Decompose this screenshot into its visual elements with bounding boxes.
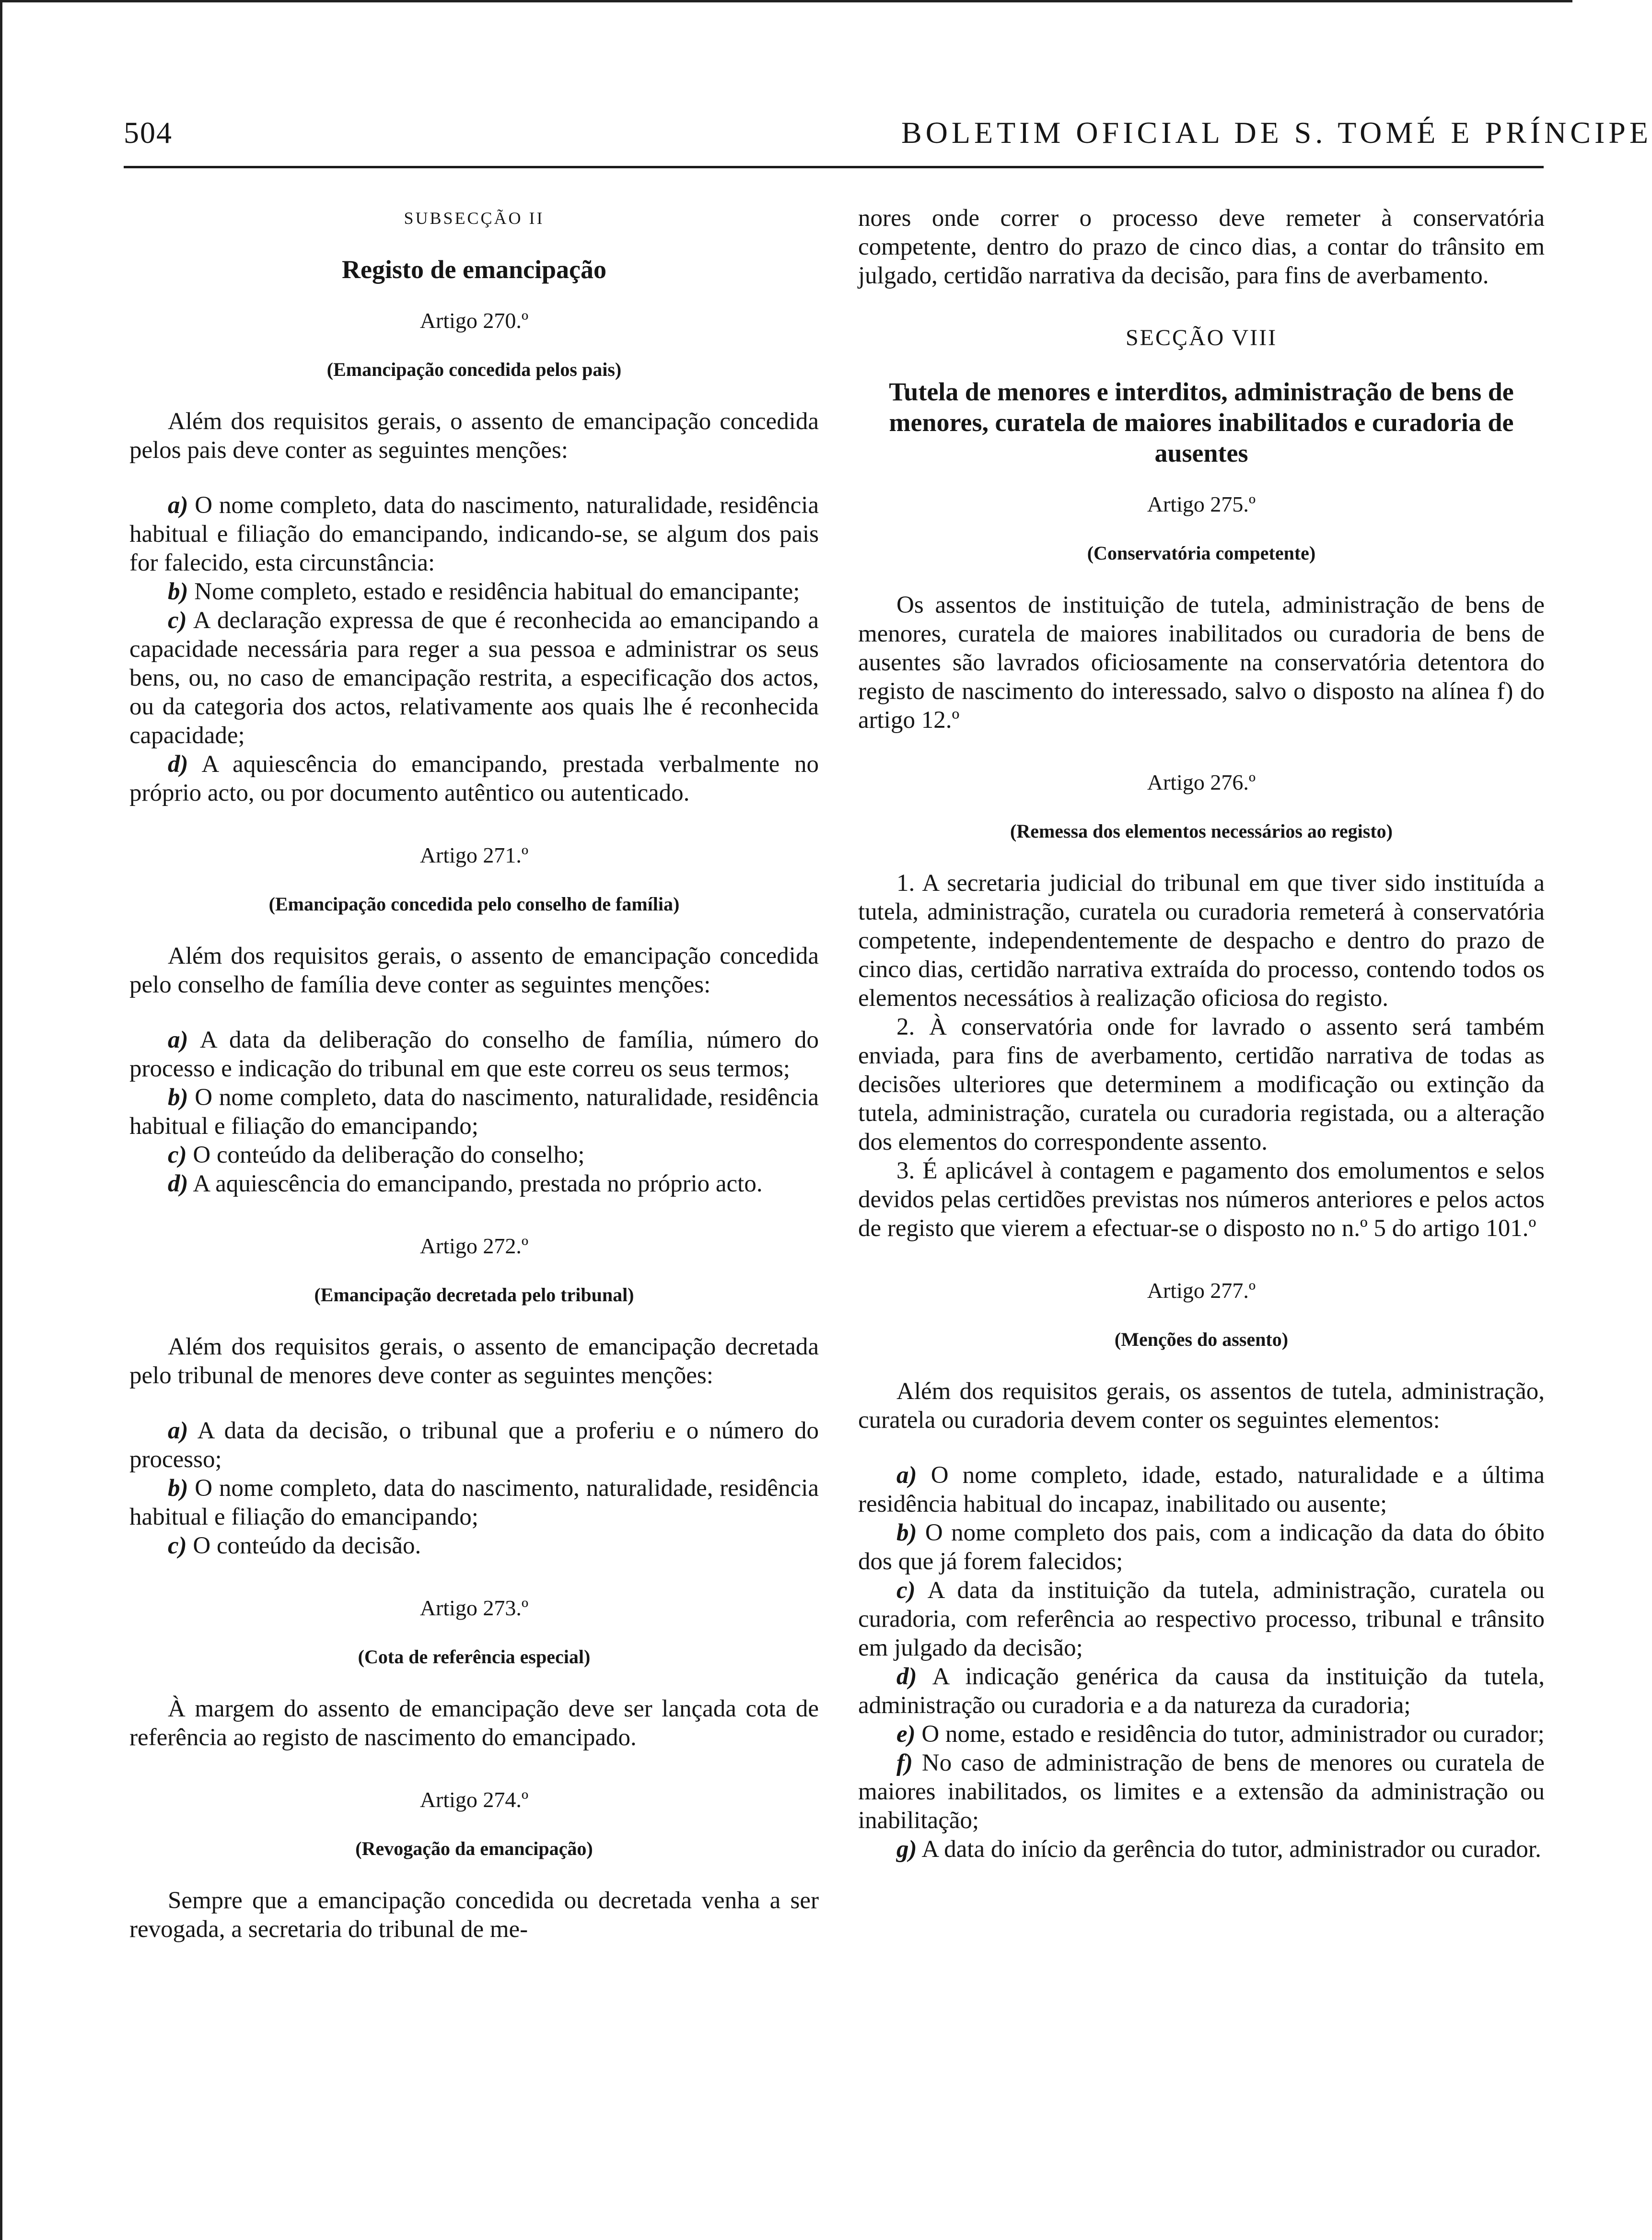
list-item xyxy=(858,1518,1545,1576)
article-heading: (Emancipação decretada pelo tribunal) xyxy=(314,1284,634,1306)
article-number: Artigo 271.º xyxy=(419,843,529,867)
article-heading: (Cota de referência especial) xyxy=(358,1646,591,1668)
article-intro: Além dos requisitos gerais, o assento de emancipação decretada pelo tribunal de menores deve conter as seguintes menções: xyxy=(129,1333,819,1389)
list-item xyxy=(129,606,819,750)
item-text: A aquiescência do emancipando, prestada verbalmente no próprio acto, ou por documento autêntico ou autenticado. xyxy=(129,751,819,806)
article-text: Sempre que a emancipação concedida ou decretada venha a ser revogada, a secretaria do tribunal de me- xyxy=(129,1887,819,1943)
list-item xyxy=(129,1169,819,1198)
article-number: Artigo 277.º xyxy=(1147,1278,1256,1303)
list-item xyxy=(129,491,819,577)
item-label: c) xyxy=(168,1532,187,1559)
item-label: e) xyxy=(896,1721,916,1748)
article-intro: Além dos requisitos gerais, o assento de emancipação concedida pelos pais deve conter as seguintes menções: xyxy=(129,408,819,464)
item-text: O conteúdo da deliberação do conselho; xyxy=(193,1142,585,1168)
item-label: c) xyxy=(896,1577,916,1604)
article-number: Artigo 273.º xyxy=(419,1596,529,1620)
list-item xyxy=(129,1083,819,1141)
item-label: b) xyxy=(896,1519,917,1546)
item-label: d) xyxy=(168,1170,188,1197)
item-text: A aquiescência do emancipando, prestada no próprio acto. xyxy=(193,1170,763,1197)
item-text: A data do início da gerência do tutor, administrador ou curador. xyxy=(921,1836,1541,1863)
article-number: Artigo 272.º xyxy=(419,1234,529,1258)
continuation-text: nores onde correr o processo deve remeter à conservatória competente, dentro do prazo de cinco dias, a contar do trânsito em julgado, certidão narrativa da decisão, para fins de averbamento. xyxy=(858,205,1545,289)
list-item xyxy=(858,1835,1545,1864)
list-item xyxy=(129,1416,819,1474)
list-item xyxy=(129,1141,819,1169)
item-text: O nome completo, data do nascimento, naturalidade, residência habitual e filiação do emancipando; xyxy=(129,1084,819,1140)
item-label: a) xyxy=(896,1462,917,1489)
item-text: A data da decisão, o tribunal que a proferiu e o número do processo; xyxy=(129,1417,819,1473)
item-text: O conteúdo da decisão. xyxy=(193,1532,421,1559)
list-item xyxy=(129,1474,819,1531)
subsection-label: SUBSECÇÃO II xyxy=(404,209,545,228)
item-label: d) xyxy=(168,751,188,778)
numbered-paragraph: 1. A secretaria judicial do tribunal em que tiver sido instituída a tutela, administração, curatela ou curadoria remeterá à conservatória competente, independentemente de despacho e dentro do prazo de cinco dias, certidão narrativa extraída do processo, contendo todos os elementos necessátios à realização oficiosa do registo. xyxy=(858,870,1545,1012)
list-item xyxy=(129,577,819,606)
journal-title: BOLETIM OFICIAL DE S. TOMÉ E PRÍNCIPE xyxy=(901,116,1652,150)
list-item xyxy=(858,1749,1545,1835)
item-label: a) xyxy=(168,1027,188,1053)
item-label: b) xyxy=(168,1475,188,1502)
list-item xyxy=(858,1720,1545,1749)
article-number: Artigo 275.º xyxy=(1147,492,1256,516)
article-heading: (Menções do assento) xyxy=(1114,1329,1289,1350)
item-text: O nome completo, data do nascimento, naturalidade, residência habitual e filiação do emancipando, indicando-se, se algum dos pais for falecido, esta circunstância: xyxy=(129,492,819,576)
item-label: d) xyxy=(896,1663,917,1690)
article-number: Artigo 276.º xyxy=(1147,770,1256,794)
article-heading: (Revogação da emancipação) xyxy=(355,1838,593,1859)
item-label: c) xyxy=(168,607,187,634)
item-label: b) xyxy=(168,1084,188,1111)
article-heading: (Remessa dos elementos necessários ao registo) xyxy=(1010,820,1393,842)
item-text: A indicação genérica da causa da instituição da tutela, administração ou curadoria e a da natureza da curadoria; xyxy=(858,1663,1545,1719)
list-item xyxy=(129,1026,819,1083)
list-item xyxy=(129,1531,819,1560)
section-title: Registo de emancipação xyxy=(342,255,606,284)
item-label: c) xyxy=(168,1142,187,1168)
list-item xyxy=(858,1461,1545,1518)
article-text: Os assentos de instituição de tutela, administração de bens de menores, curatela de maiores inabilitados ou curadoria de bens de ausentes são lavrados oficiosamente na conservatória detentora do registo de nascimento do interessado, salvo o disposto na alínea f) do artigo 12.º xyxy=(858,592,1545,734)
section-title: Tutela de menores e interditos, administração de bens de menores, curatela de maiores inabilitados e curadoria de ausentes xyxy=(889,377,1514,467)
article-heading: (Conservatória competente) xyxy=(1087,542,1316,564)
item-text: O nome completo, idade, estado, naturalidade e a última residência habitual do incapaz, inabilitado ou ausente; xyxy=(858,1462,1545,1517)
list-item xyxy=(858,1662,1545,1720)
right-column xyxy=(858,204,1545,1864)
section-label: SECÇÃO VIII xyxy=(1125,325,1278,350)
item-label: f) xyxy=(896,1750,913,1776)
item-text: O nome, estado e residência do tutor, administrador ou curador; xyxy=(921,1721,1545,1748)
item-label: a) xyxy=(168,492,188,519)
list-item xyxy=(858,1576,1545,1662)
article-intro: Além dos requisitos gerais, os assentos de tutela, administração, curatela ou curadoria devem conter os seguintes elementos: xyxy=(858,1378,1545,1434)
item-label: g) xyxy=(896,1836,917,1863)
item-text: A declaração expressa de que é reconhecida ao emancipando a capacidade necessária para reger a sua pessoa e administrar os seus bens, ou, no caso de emancipação restrita, a especificação dos actos, ou da categoria dos actos, relativamente aos quais lhe é reconhecida capacidade; xyxy=(129,607,819,749)
item-text: A data da deliberação do conselho de família, número do processo e indicação do tribunal em que este correu os seus termos; xyxy=(129,1027,819,1082)
item-label: b) xyxy=(168,578,188,605)
item-text: O nome completo dos pais, com a indicação da data do óbito dos que já forem falecidos; xyxy=(858,1519,1545,1575)
article-text: À margem do assento de emancipação deve ser lançada cota de referência ao registo de nascimento do emancipado. xyxy=(129,1695,819,1751)
left-column xyxy=(129,204,819,1944)
article-heading: (Emancipação concedida pelos pais) xyxy=(326,359,622,380)
item-text: A data da instituição da tutela, administração, curatela ou curadoria, com referência ao respectivo processo, tribunal e trânsito em julgado da decisão; xyxy=(858,1577,1545,1661)
item-text: O nome completo, data do nascimento, naturalidade, residência habitual e filiação do emancipando; xyxy=(129,1475,819,1530)
numbered-paragraph: 3. É aplicável à contagem e pagamento dos emolumentos e selos devidos pelas certidões previstas nos números anteriores e pelos actos de registo que vierem a efectuar-se o disposto no n.º 5 do artigo 101.º xyxy=(858,1157,1545,1242)
article-number: Artigo 270.º xyxy=(419,308,529,333)
article-number: Artigo 274.º xyxy=(419,1787,529,1812)
item-text: No caso de administração de bens de menores ou curatela de maiores inabilitados, os limites e a extensão da administração ou inabilitação; xyxy=(858,1750,1545,1834)
article-heading: (Emancipação concedida pelo conselho de família) xyxy=(268,893,680,915)
item-label: a) xyxy=(168,1417,188,1444)
header-rule xyxy=(124,166,1544,168)
list-item xyxy=(129,750,819,807)
page-number: 504 xyxy=(124,116,173,150)
article-intro: Além dos requisitos gerais, o assento de emancipação concedida pelo conselho de família deve conter as seguintes menções: xyxy=(129,943,819,998)
numbered-paragraph: 2. À conservatória onde for lavrado o assento será também enviada, para fins de averbamento, certidão narrativa de todas as decisões ulteriores que determinem a modificação ou extinção da tutela, administração, curatela ou curadoria registada, ou a alteração dos elementos do correspondente assento. xyxy=(858,1014,1545,1155)
item-text: Nome completo, estado e residência habitual do emancipante; xyxy=(194,578,800,605)
